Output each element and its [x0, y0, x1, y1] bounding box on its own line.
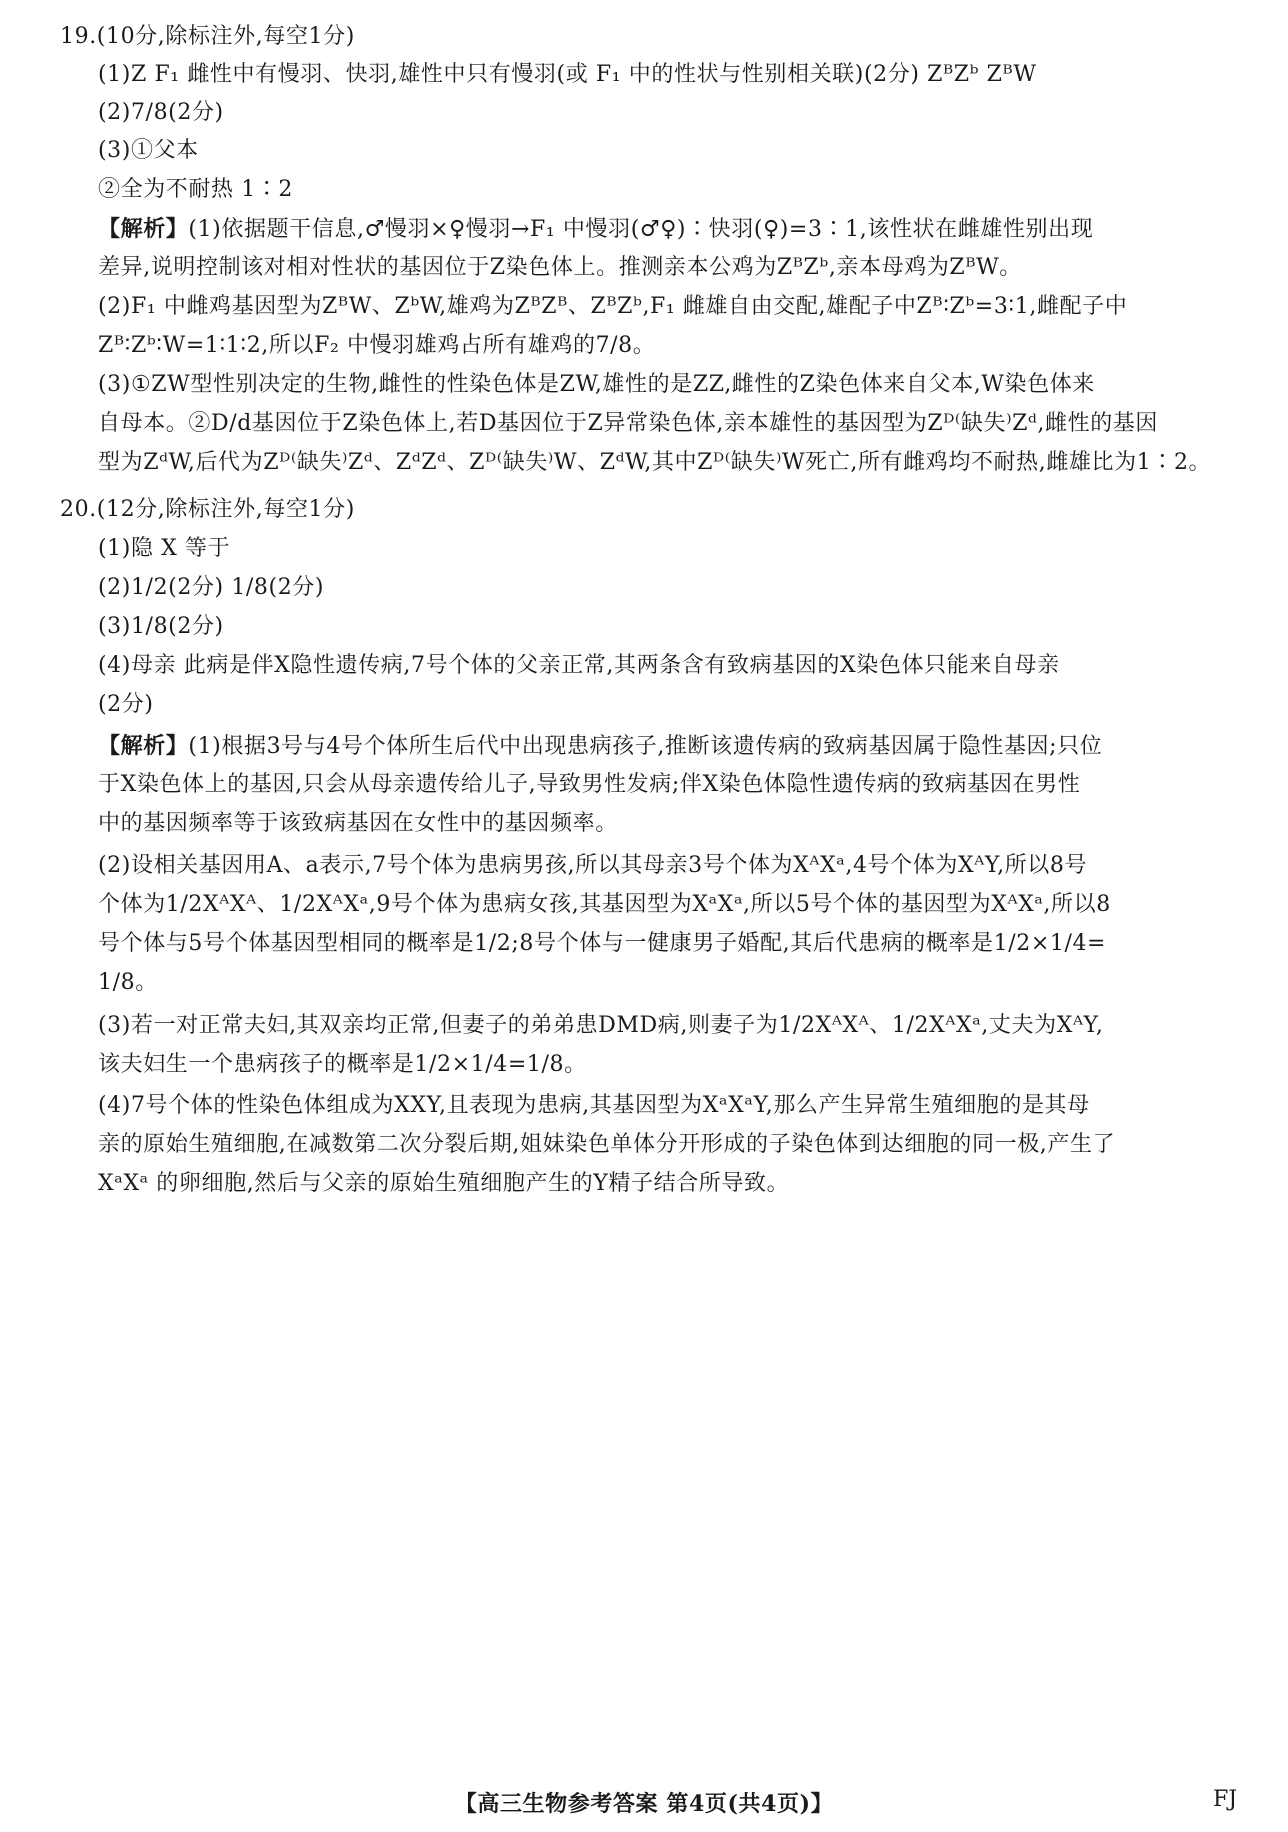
q19-explanation-2-line-1: (2)F₁ 中雌鸡基因型为ZᴮW、ZᵇW,雄鸡为ZᴮZᴮ、ZᴮZᵇ,F₁ 雌雄自由交配,雄配子中Zᴮ∶Zᵇ=3∶1,雌配子中 — [98, 294, 1128, 319]
q19-answer-3: (3)①父本 — [98, 138, 199, 163]
q20-answer-4-line-1: (4)母亲 此病是伴X隐性遗传病,7号个体的父亲正常,其两条含有致病基因的X染色体只能来自母亲 — [98, 653, 1060, 678]
q20-explanation-4-line-3: XᵃXᵃ 的卵细胞,然后与父亲的原始生殖细胞产生的Y精子结合所导致。 — [98, 1171, 790, 1196]
q20-explanation-3-line-2: 该夫妇生一个患病孩子的概率是1/2×1/4=1/8。 — [98, 1052, 587, 1077]
q20-explanation-4-line-2: 亲的原始生殖细胞,在减数第二次分裂后期,姐妹染色单体分开形成的子染色体到达细胞的同一极,产生了 — [98, 1132, 1116, 1157]
q20-answer-4-line-2: (2分) — [98, 692, 154, 717]
q20-answer-2: (2)1/2(2分) 1/8(2分) — [98, 575, 325, 600]
q19-answer-1: (1)Z F₁ 雌性中有慢羽、快羽,雄性中只有慢羽(或 F₁ 中的性状与性别相关联)(2分) ZᴮZᵇ ZᴮW — [98, 62, 1037, 87]
q20-explanation-2-line-1: (2)设相关基因用A、a表示,7号个体为患病男孩,所以其母亲3号个体为XᴬXᵃ,4号个体为XᴬY,所以8号 — [98, 853, 1088, 878]
q20-explanation-4-line-1: (4)7号个体的性染色体组成为XXY,且表现为患病,其基因型为XᵃXᵃY,那么产生异常生殖细胞的是其母 — [98, 1093, 1090, 1118]
explanation-label: 【解析】 — [98, 216, 189, 242]
q20-answer-1: (1)隐 X 等于 — [98, 536, 231, 561]
q19-answer-2: (2)7/8(2分) — [98, 100, 224, 125]
q19-explanation-1-line-2: 差异,说明控制该对相对性状的基因位于Z染色体上。推测亲本公鸡为ZᴮZᵇ,亲本母鸡为ZᴮW。 — [98, 255, 1022, 280]
explanation-label: 【解析】 — [98, 733, 189, 759]
q20-explanation-1-line-3: 中的基因频率等于该致病基因在女性中的基因频率。 — [98, 811, 618, 836]
q19-explanation-3-line-2: 自母本。②D/d基因位于Z染色体上,若D基因位于Z异常染色体,亲本雄性的基因型为Zᴰ⁽缺失⁾Zᵈ,雌性的基因 — [98, 411, 1159, 436]
q20-explanation-2-line-3: 号个体与5号个体基因型相同的概率是1/2;8号个体与一健康男子婚配,其后代患病的概率是1/2×1/4= — [98, 931, 1107, 956]
region-code: FJ — [1213, 1787, 1238, 1812]
q20-answer-3: (3)1/8(2分) — [98, 614, 224, 639]
q19-explanation-1-line-1: 【解析】(1)依据题干信息,♂慢羽×♀慢羽→F₁ 中慢羽(♂♀)∶快羽(♀)=3∶1,该性状在雌雄性别出现 — [98, 216, 1094, 242]
page-footer: 【高三生物参考答案 第4页(共4页)】 — [454, 1791, 834, 1817]
q20-explanation-1-line-2: 于X染色体上的基因,只会从母亲遗传给儿子,导致男性发病;伴X染色体隐性遗传病的致病基因在男性 — [98, 772, 1081, 797]
q19-answer-4: ②全为不耐热 1∶2 — [98, 177, 293, 202]
q20-explanation-3-line-1: (3)若一对正常夫妇,其双亲均正常,但妻子的弟弟患DMD病,则妻子为1/2XᴬXᴬ、1/2XᴬXᵃ,丈夫为XᴬY, — [98, 1013, 1104, 1038]
q19-explanation-3-line-1: (3)①ZW型性别决定的生物,雌性的性染色体是ZW,雄性的是ZZ,雌性的Z染色体来自父本,W染色体来 — [98, 372, 1095, 397]
q20-explanation-2-line-2: 个体为1/2XᴬXᴬ、1/2XᴬXᵃ,9号个体为患病女孩,其基因型为XᵃXᵃ,所以5号个体的基因型为XᴬXᵃ,所以8 — [98, 892, 1111, 917]
q19-explanation-3-line-3: 型为ZᵈW,后代为Zᴰ⁽缺失⁾Zᵈ、ZᵈZᵈ、Zᴰ⁽缺失⁾W、ZᵈW,其中Zᴰ⁽缺失⁾W死亡,所有雌鸡均不耐热,雌雄比为1∶2。 — [98, 450, 1212, 475]
q19-explanation-2-line-2: Zᴮ∶Zᵇ∶W=1∶1∶2,所以F₂ 中慢羽雄鸡占所有雄鸡的7/8。 — [98, 333, 656, 358]
q20-explanation-1-line-1: 【解析】(1)根据3号与4号个体所生后代中出现患病孩子,推断该遗传病的致病基因属于隐性基因;只位 — [98, 733, 1103, 759]
q20-header: 20.(12分,除标注外,每空1分) — [60, 497, 355, 522]
q20-explanation-2-line-4: 1/8。 — [98, 970, 158, 995]
q19-header: 19.(10分,除标注外,每空1分) — [60, 24, 355, 49]
